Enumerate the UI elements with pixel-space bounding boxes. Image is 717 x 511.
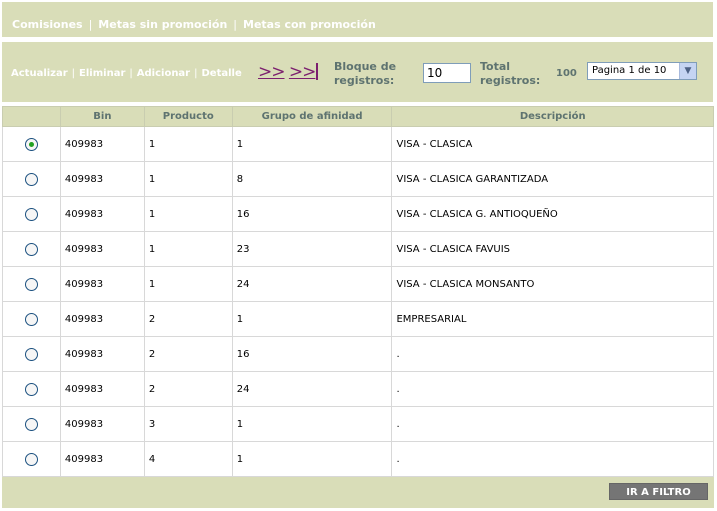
column-header-select — [3, 107, 61, 127]
row-radio-button[interactable] — [25, 138, 38, 151]
total-records-label — [480, 60, 540, 88]
row-select-cell — [3, 372, 61, 407]
row-select-cell — [3, 407, 61, 442]
row-radio-button[interactable] — [25, 173, 38, 186]
row-select-cell — [3, 127, 61, 162]
row-radio-button[interactable] — [25, 278, 38, 291]
nav-link-metas-con-promocion[interactable]: Metas con promoción — [243, 18, 376, 31]
descripcion-cell: VISA - CLASICA MONSANTO — [392, 267, 714, 302]
table-row[interactable] — [3, 372, 714, 407]
row-radio-button[interactable] — [25, 208, 38, 221]
descripcion-cell: VISA - CLASICA FAVUIS — [392, 232, 714, 267]
bin-cell: 409983 — [60, 267, 144, 302]
row-radio-button[interactable] — [25, 383, 38, 396]
grupo-afinidad-cell: 24 — [232, 372, 392, 407]
pagination-arrows — [258, 62, 318, 82]
descripcion-cell: . — [392, 407, 714, 442]
grupo-afinidad-cell: 1 — [232, 127, 392, 162]
table-row[interactable] — [3, 337, 714, 372]
table-row[interactable] — [3, 407, 714, 442]
ir-a-filtro-button[interactable]: IR A FILTRO — [609, 483, 708, 500]
detalle-link[interactable]: Detalle — [201, 68, 242, 79]
table-row[interactable] — [3, 442, 714, 477]
column-header-producto: Producto — [144, 107, 232, 127]
bin-cell: 409983 — [60, 232, 144, 267]
bin-cell: 409983 — [60, 302, 144, 337]
nav-separator: | — [88, 18, 93, 31]
row-select-cell — [3, 162, 61, 197]
descripcion-cell: . — [392, 372, 714, 407]
row-select-cell — [3, 232, 61, 267]
column-header-bin: Bin — [60, 107, 144, 127]
action-separator: | — [194, 68, 198, 79]
action-separator: | — [129, 68, 133, 79]
adicionar-link[interactable]: Adicionar — [136, 68, 191, 79]
row-radio-button[interactable] — [25, 418, 38, 431]
top-nav — [2, 2, 713, 37]
grupo-afinidad-cell: 1 — [232, 407, 392, 442]
column-header-grupo-afinidad: Grupo de afinidad — [232, 107, 392, 127]
block-size-label-line1: Bloque de — [334, 60, 397, 73]
descripcion-cell: EMPRESARIAL — [392, 302, 714, 337]
row-radio-button[interactable] — [25, 348, 38, 361]
bin-cell: 409983 — [60, 337, 144, 372]
last-page-button[interactable] — [289, 62, 319, 82]
grupo-afinidad-cell: 16 — [232, 337, 392, 372]
last-page-bar-icon — [316, 63, 318, 80]
next-page-button[interactable]: >> — [258, 62, 285, 82]
row-select-cell — [3, 197, 61, 232]
nav-separator: | — [233, 18, 238, 31]
grupo-afinidad-cell: 16 — [232, 197, 392, 232]
row-select-cell — [3, 337, 61, 372]
bin-cell: 409983 — [60, 162, 144, 197]
descripcion-cell: . — [392, 442, 714, 477]
total-records-value: 100 — [556, 68, 577, 79]
block-size-label — [334, 60, 396, 88]
records-table — [2, 106, 714, 477]
toolbar — [2, 42, 713, 102]
bin-cell: 409983 — [60, 442, 144, 477]
descripcion-cell: VISA - CLASICA G. ANTIOQUEÑO — [392, 197, 714, 232]
bin-cell: 409983 — [60, 372, 144, 407]
row-radio-button[interactable] — [25, 453, 38, 466]
producto-cell: 1 — [144, 267, 232, 302]
bin-cell: 409983 — [60, 407, 144, 442]
chevron-down-icon[interactable]: ▼ — [679, 63, 696, 79]
total-records-label-line2: registros: — [480, 74, 541, 87]
producto-cell: 4 — [144, 442, 232, 477]
row-radio-button[interactable] — [25, 313, 38, 326]
descripcion-cell: VISA - CLASICA — [392, 127, 714, 162]
descripcion-cell: VISA - CLASICA GARANTIZADA — [392, 162, 714, 197]
column-header-descripcion: Descripción — [392, 107, 714, 127]
table-row[interactable] — [3, 302, 714, 337]
actualizar-link[interactable]: Actualizar — [11, 68, 68, 79]
producto-cell: 1 — [144, 162, 232, 197]
block-size-label-line2: registros: — [334, 74, 395, 87]
bin-cell: 409983 — [60, 127, 144, 162]
table-row[interactable] — [3, 197, 714, 232]
page-select[interactable] — [587, 62, 697, 80]
total-records-label-line1: Total — [480, 60, 511, 73]
action-separator: | — [71, 68, 76, 79]
producto-cell: 1 — [144, 232, 232, 267]
bin-cell: 409983 — [60, 197, 144, 232]
producto-cell: 2 — [144, 302, 232, 337]
eliminar-link[interactable]: Eliminar — [79, 68, 126, 79]
producto-cell: 1 — [144, 197, 232, 232]
grupo-afinidad-cell: 23 — [232, 232, 392, 267]
producto-cell: 3 — [144, 407, 232, 442]
row-select-cell — [3, 267, 61, 302]
last-page-arrow-icon: >> — [288, 62, 316, 82]
top-nav-links — [12, 18, 376, 31]
page-select-value: Pagina 1 de 10 — [592, 65, 667, 76]
descripcion-cell: . — [392, 337, 714, 372]
row-select-cell — [3, 442, 61, 477]
table-row[interactable] — [3, 232, 714, 267]
producto-cell: 1 — [144, 127, 232, 162]
grupo-afinidad-cell: 8 — [232, 162, 392, 197]
table-row[interactable] — [3, 127, 714, 162]
table-row[interactable] — [3, 267, 714, 302]
grupo-afinidad-cell: 1 — [232, 442, 392, 477]
table-row[interactable] — [3, 162, 714, 197]
footer-bar — [2, 477, 714, 508]
row-radio-button[interactable] — [25, 243, 38, 256]
block-size-input[interactable] — [423, 63, 471, 83]
nav-link-comisiones[interactable]: Comisiones — [12, 18, 83, 31]
grupo-afinidad-cell: 1 — [232, 302, 392, 337]
table-header-row — [3, 107, 714, 127]
producto-cell: 2 — [144, 337, 232, 372]
grupo-afinidad-cell: 24 — [232, 267, 392, 302]
producto-cell: 2 — [144, 372, 232, 407]
nav-link-metas-sin-promocion[interactable]: Metas sin promoción — [98, 18, 228, 31]
row-select-cell — [3, 302, 61, 337]
action-links — [11, 68, 242, 79]
